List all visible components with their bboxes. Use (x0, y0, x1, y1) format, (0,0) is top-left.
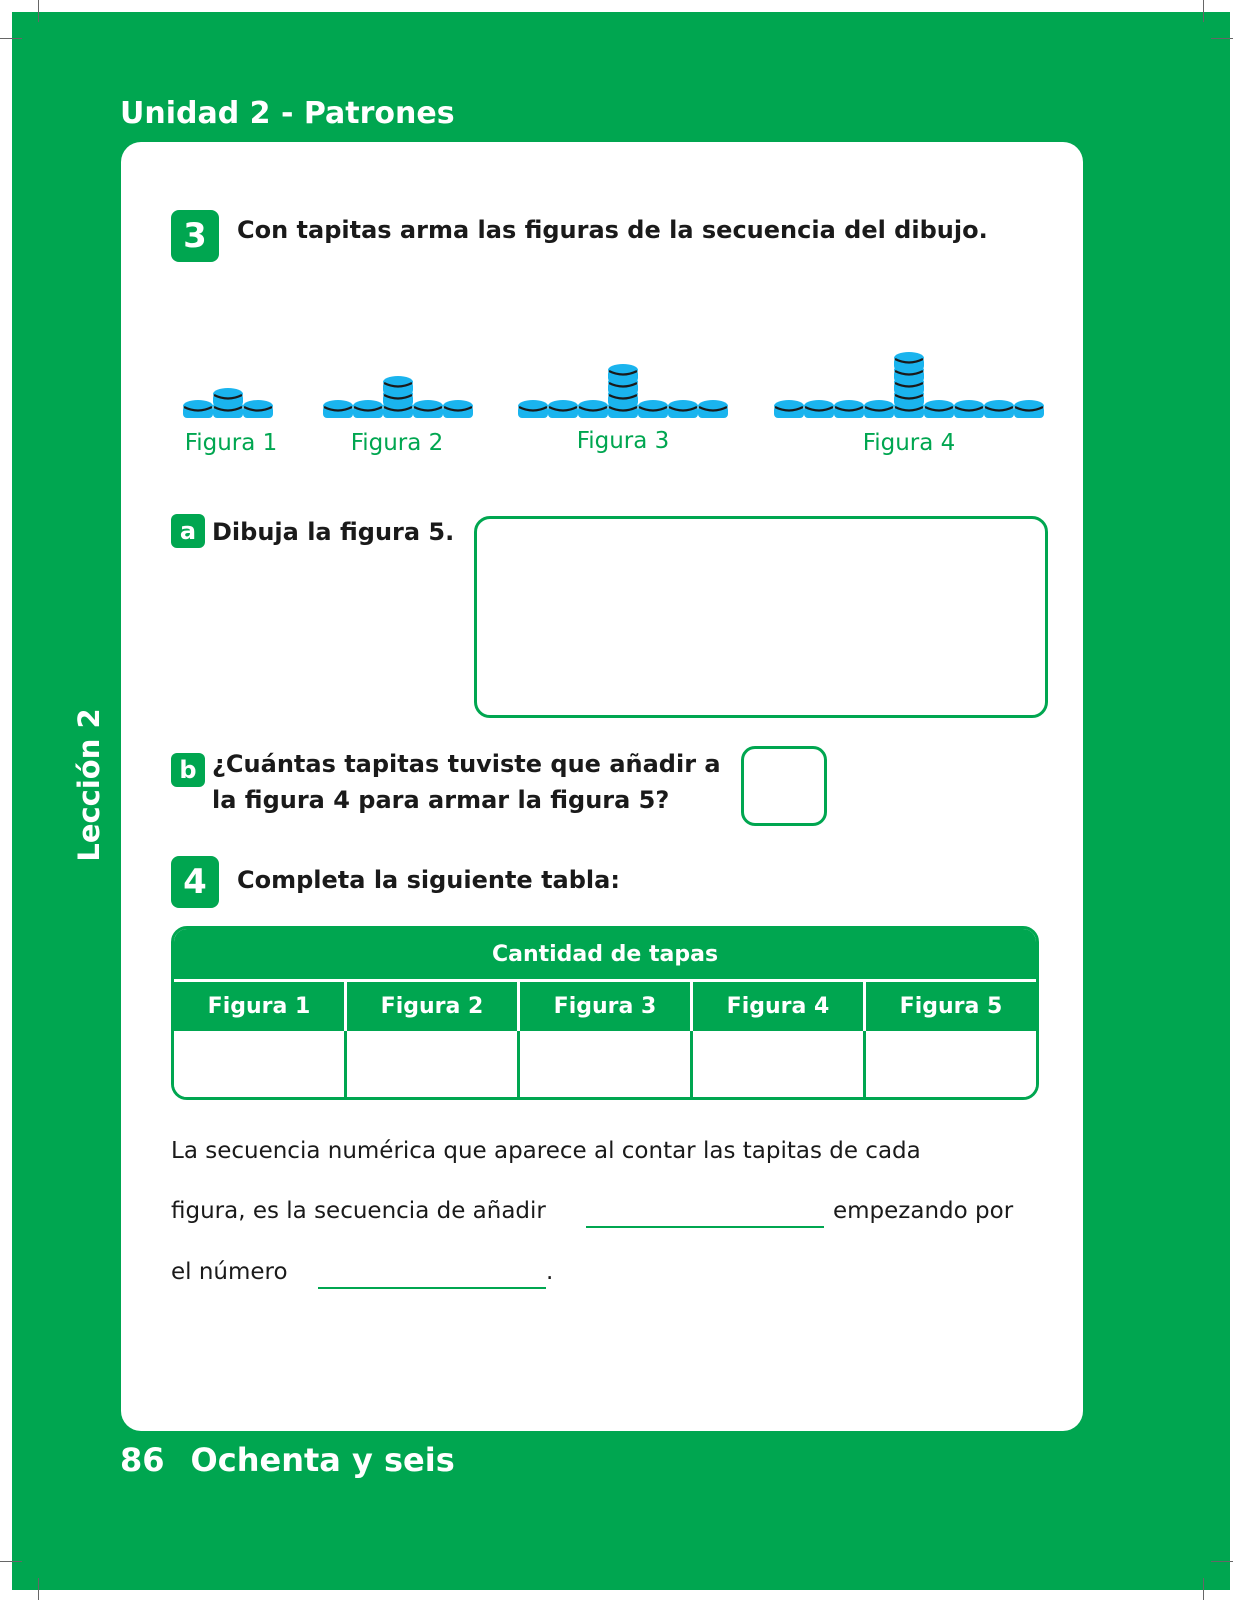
sentence-line-2-start: figura, es la secuencia de añadir (171, 1198, 546, 1224)
bottle-cap-3 (413, 400, 443, 418)
draw-figure-5-box[interactable] (474, 516, 1048, 718)
crop-mark (0, 38, 22, 39)
page-number: 86 (120, 1441, 165, 1479)
figure-4-label: Figura 4 (862, 430, 956, 456)
crop-mark (38, 0, 39, 22)
bottle-cap-2 (578, 400, 608, 418)
table-header-cell: Figura 1 (174, 982, 344, 1031)
bottle-cap-1 (353, 400, 383, 418)
bottle-cap-1 (548, 400, 578, 418)
table-header-cell: Figura 2 (344, 982, 517, 1031)
part-a-text: Dibuja la figura 5. (212, 518, 455, 546)
figure-2-label: Figura 2 (350, 430, 444, 456)
unit-title: Unidad 2 - Patrones (120, 96, 455, 131)
table-answer-cell[interactable] (344, 1031, 517, 1097)
cap-figure-2 (321, 374, 475, 428)
part-b-badge: b (171, 753, 205, 787)
bottle-cap-6 (954, 400, 984, 418)
bottle-cap-1 (804, 400, 834, 418)
page-footer (120, 1441, 455, 1479)
figure-1-label: Figura 1 (184, 430, 278, 456)
table-title: Cantidad de tapas (174, 929, 1036, 982)
bottle-cap-8 (1014, 400, 1044, 418)
bottle-cap-9 (608, 364, 638, 382)
page-number-words: Ochenta y seis (190, 1441, 455, 1479)
exercise-3-badge: 3 (171, 210, 219, 262)
table-answer-cell[interactable] (174, 1031, 344, 1097)
bottle-cap-5 (668, 400, 698, 418)
caps-added-answer-box[interactable] (741, 746, 827, 826)
bottle-cap-6 (383, 376, 413, 394)
blank-add-amount[interactable] (586, 1226, 824, 1228)
bottle-cap-4 (443, 400, 473, 418)
blank-start-number[interactable] (318, 1287, 546, 1289)
bottle-cap-0 (518, 400, 548, 418)
bottle-cap-3 (864, 400, 894, 418)
bottle-cap-0 (183, 400, 213, 418)
exercise-4-badge: 4 (171, 856, 219, 908)
crop-mark (38, 1578, 39, 1600)
sentence-line-1: La secuencia numérica que aparece al contar las tapitas de cada (171, 1138, 921, 1164)
bottle-cap-4 (638, 400, 668, 418)
part-a-badge: a (171, 514, 205, 548)
bottle-cap-6 (698, 400, 728, 418)
crop-mark (0, 1561, 22, 1562)
table-answer-cell[interactable] (517, 1031, 690, 1097)
bottle-cap-0 (774, 400, 804, 418)
cap-figure-1 (181, 386, 275, 428)
bottle-cap-3 (213, 388, 243, 406)
bottle-cap-2 (243, 400, 273, 418)
part-b-text-line1: ¿Cuántas tapitas tuviste que añadir a (212, 750, 721, 778)
part-b-text-line2: la figura 4 para armar la figura 5? (212, 786, 670, 814)
bottle-cap-2 (834, 400, 864, 418)
crop-mark (1211, 38, 1233, 39)
table-header-cell: Figura 4 (690, 982, 863, 1031)
figure-3-label: Figura 3 (576, 428, 670, 454)
table-header-cell: Figura 5 (863, 982, 1036, 1031)
crop-mark (1211, 1561, 1233, 1562)
bottle-cap-7 (984, 400, 1014, 418)
sentence-line-3-end: . (546, 1259, 554, 1285)
table-answer-row (174, 1031, 1036, 1097)
table-header-row (174, 982, 1036, 1031)
exercise-3-instruction: Con tapitas arma las figuras de la secuencia del dibujo. (237, 216, 988, 244)
sentence-line-2-end: empezando por (833, 1198, 1014, 1224)
caps-count-table (171, 926, 1039, 1100)
bottle-cap-12 (894, 352, 924, 370)
exercise-4-instruction: Completa la siguiente tabla: (237, 866, 620, 894)
crop-mark (1203, 1578, 1204, 1600)
table-answer-cell[interactable] (690, 1031, 863, 1097)
crop-mark (1203, 0, 1204, 22)
table-header-cell: Figura 3 (517, 982, 690, 1031)
lesson-side-label: Lección 2 (72, 708, 106, 862)
bottle-cap-5 (924, 400, 954, 418)
bottle-cap-0 (323, 400, 353, 418)
table-answer-cell[interactable] (863, 1031, 1036, 1097)
cap-figure-4 (772, 350, 1046, 428)
cap-figure-3 (516, 362, 730, 428)
sentence-line-3-start: el número (171, 1259, 288, 1285)
